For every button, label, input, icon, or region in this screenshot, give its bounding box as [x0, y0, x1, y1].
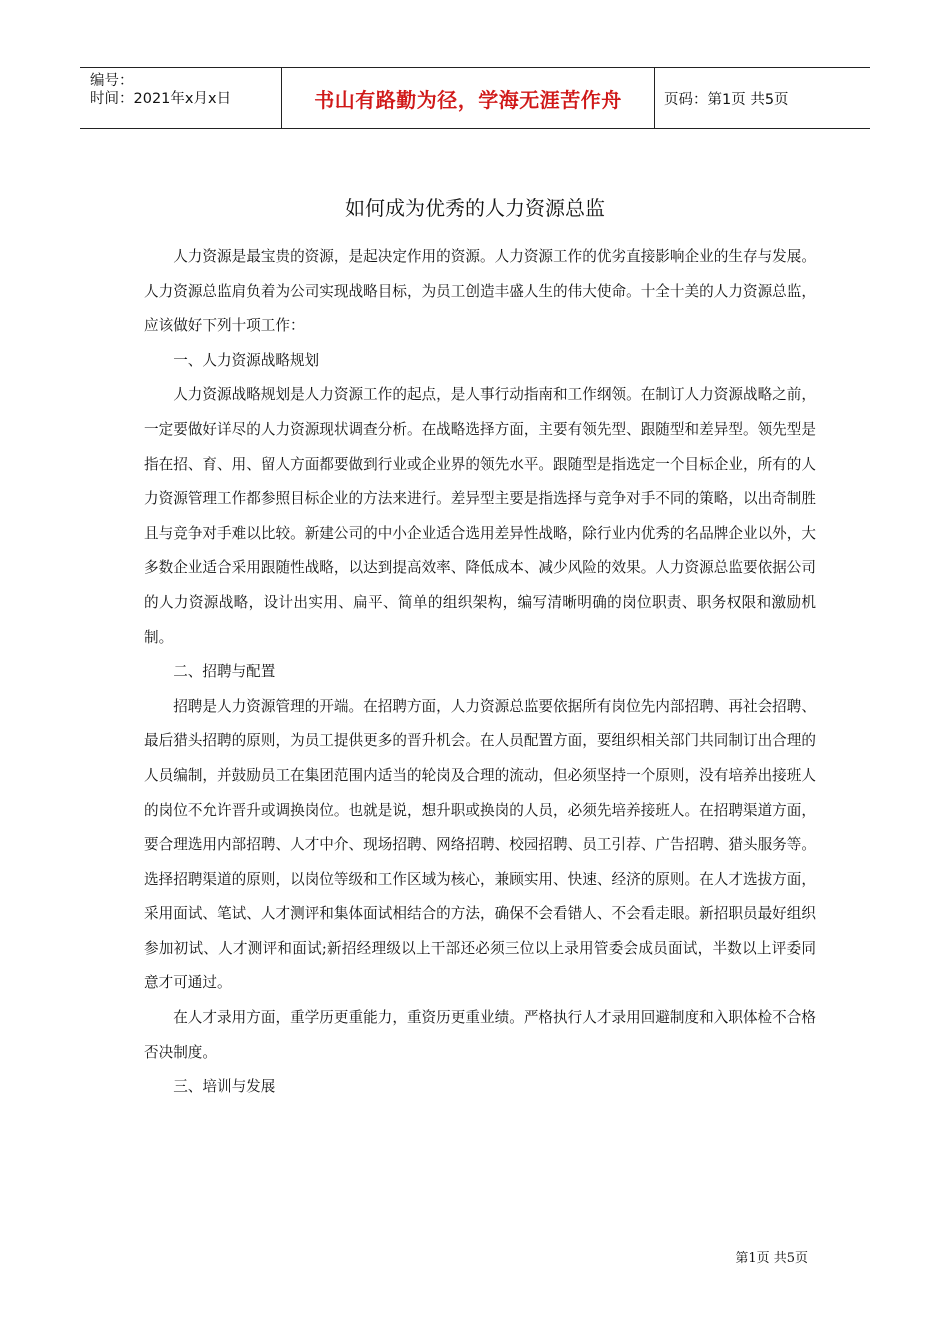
paragraph-intro: 人力资源是最宝贵的资源，是起决定作用的资源。人力资源工作的优劣直接影响企业的生存与发展。人力资源总监肩负着为公司实现战略目标，为员工创造丰盛人生的伟大使命。十全十美的人力资源总监，应该做好下列十项工作：: [144, 248, 816, 335]
header-meta-cell: [80, 68, 282, 128]
serial-number-label: 编号：: [90, 73, 134, 89]
paragraph-hiring: 在人才录用方面，重学历更重能力，重资历更重业绩。严格执行人才录用回避制度和入职体检不合格否决制度。: [144, 1009, 816, 1061]
header-motto: 书山有路勤为径，学海无涯苦作舟: [282, 68, 655, 128]
date-label: 时间：2021年x月x日: [90, 91, 232, 107]
section-heading-training: 三、培训与发展: [173, 1078, 276, 1096]
page-footer: 第1页 共5页: [735, 1251, 808, 1266]
header-page-number: 页码：第1页 共5页: [664, 91, 789, 108]
paragraph-strategy: 人力资源战略规划是人力资源工作的起点，是人事行动指南和工作纲领。在制订人力资源战略之前，一定要做好详尽的人力资源现状调查分析。在战略选择方面，主要有领先型、跟随型和差异型。领先型是指在招、育、用、留人方面都要做到行业或企业界的领先水平。跟随型是指选定一个目标企业，所有的人力资源管理工作都参照目标企业的方法来进行。差异型主要是指选择与竞争对手不同的策略，以出奇制胜且与竞争对手难以比较。新建公司的中小企业适合选用差异性战略，除行业内优秀的名品牌企业以外，大多数企业适合采用跟随性战略，以达到提高效率、降低成本、减少风险的效果。人力资源总监要依据公司的人力资源战略，设计出实用、扁平、简单的组织架构，编写清晰明确的岗位职责、职务权限和激励机制。: [144, 386, 816, 646]
section-heading-strategy: 一、人力资源战略规划: [173, 351, 320, 369]
document-title: 如何成为优秀的人力资源总监: [345, 196, 605, 220]
page-header: [80, 67, 870, 129]
document-body: [144, 240, 816, 1105]
section-heading-recruitment: 二、招聘与配置: [173, 663, 276, 681]
paragraph-recruitment: 招聘是人力资源管理的开端。在招聘方面，人力资源总监要依据所有岗位先内部招聘、再社会招聘、最后猎头招聘的原则，为员工提供更多的晋升机会。在人员配置方面，要组织相关部门共同制订出合理的人员编制，并鼓励员工在集团范围内适当的轮岗及合理的流动，但必须坚持一个原则，没有培养出接班人的岗位不允许晋升或调换岗位。也就是说，想升职或换岗的人员，必须先培养接班人。在招聘渠道方面，要合理选用内部招聘、人才中介、现场招聘、网络招聘、校园招聘、员工引荐、广告招聘、猎头服务等。选择招聘渠道的原则，以岗位等级和工作区域为核心，兼顾实用、快速、经济的原则。在人才选拔方面，采用面试、笔试、人才测评和集体面试相结合的方法，确保不会看错人、不会看走眼。新招职员最好组织参加初试、人才测评和面试;新招经理级以上干部还必须三位以上录用管委会成员面试，半数以上评委同意才可通过。: [144, 697, 816, 992]
